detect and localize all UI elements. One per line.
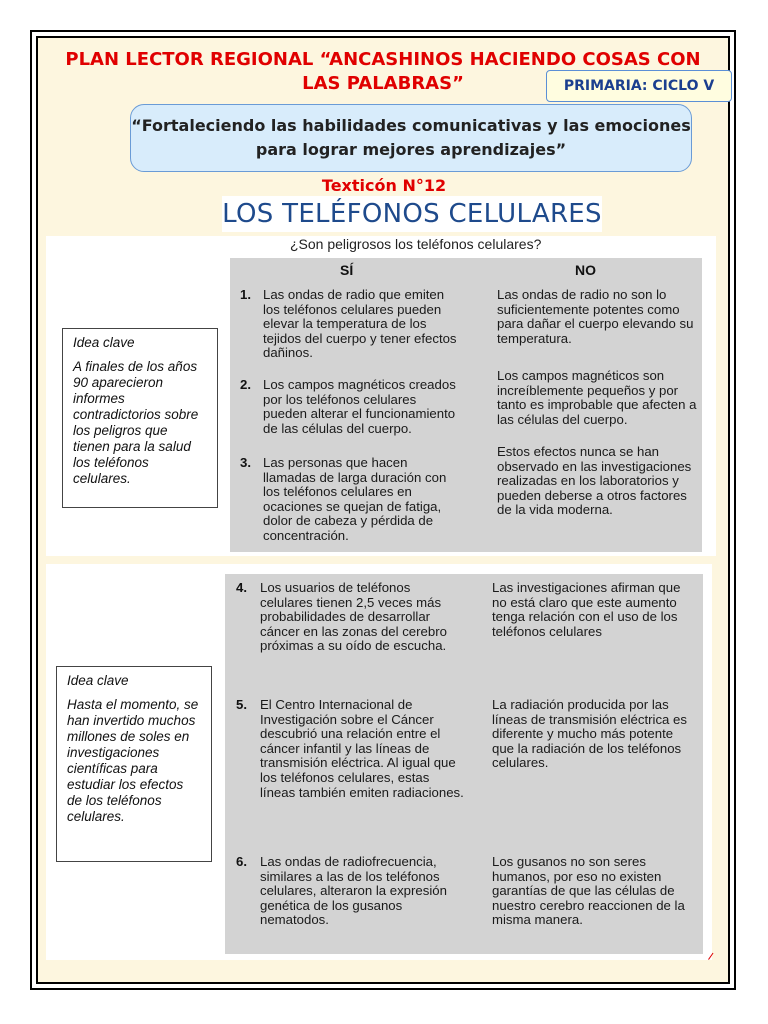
row-number: 1.	[240, 287, 251, 302]
no-argument: Las ondas de radio no son lo suficientemente potentes como para dañar el cuerpo elevando su temperatura.	[497, 287, 694, 346]
texticon-number: Texticón N°12	[321, 176, 447, 195]
si-argument: Las ondas de radio que emiten los teléfonos celulares pueden elevar la temperatura de los tejidos del cuerpo y tener efectos dañinos.	[263, 287, 457, 361]
si-argument: Las personas que hacen llamadas de larga duración con los teléfonos celulares en ocaciones se quejan de fatiga, dolor de cabeza y pérdida de concentración.	[263, 455, 447, 543]
no-argument: Las investigaciones afirman que no está claro que este aumento tenga relación con el uso de los teléfonos celulares	[492, 580, 681, 639]
no-argument: Estos efectos nunca se han observado en las investigaciones realizadas en los laboratorios y pueden deberse a otros factores de la vida moderna.	[497, 444, 692, 518]
page-title: PLAN LECTOR REGIONAL “ANCASHINOS HACIENDO COSAS CON LAS PALABRAS”	[65, 49, 701, 94]
reading-title: LOS TELÉFONOS CELULARES	[222, 196, 602, 232]
no-argument: Los campos magnéticos son increíblemente pequeños y por tanto es improbable que afecten a las células del cuerpo.	[497, 368, 697, 427]
key-idea-box-2	[56, 666, 212, 862]
row-number: 2.	[240, 377, 251, 392]
key-idea-text: A finales de los años 90 aparecieron informes contradictorios sobre los peligros que tienen para la salud los teléfonos celulares.	[73, 359, 199, 486]
si-argument: Las ondas de radiofrecuencia, similares a las de los teléfonos celulares, alteraron la expresión genética de los gusanos nematodos.	[260, 854, 447, 928]
column-header-no: NO	[575, 262, 596, 278]
no-argument: Los gusanos no son seres humanos, por eso no existen garantías de que las células de nuestro cerebro reaccionen de la misma manera.	[492, 854, 685, 928]
key-idea-title: Idea clave	[67, 673, 129, 688]
level-badge: PRIMARIA: CICLO V	[546, 70, 732, 102]
si-argument: El Centro Internacional de Investigación sobre el Cáncer descubrió una relación entre el cáncer infantil y las líneas de transmisión eléctrica. Al igual que los teléfonos celulares, estas líneas también emiten radiaciones.	[260, 697, 464, 800]
motto-banner: “Fortaleciendo las habilidades comunicativas y las emociones para lograr mejores aprendizajes”	[130, 104, 692, 172]
row-number: 3.	[240, 455, 251, 470]
si-argument: Los campos magnéticos creados por los teléfonos celulares pueden alterar el funcionamiento de las células del cuerpo.	[263, 377, 456, 436]
key-idea-box-1	[62, 328, 218, 508]
table-question: ¿Son peligrosos los teléfonos celulares?	[290, 236, 542, 252]
row-number: 4.	[236, 580, 247, 595]
no-argument: La radiación producida por las líneas de transmisión eléctrica es diferente y mucho más potente que la radiación de los teléfonos celulares.	[492, 697, 687, 771]
row-number: 6.	[236, 854, 247, 869]
row-number: 5.	[236, 697, 247, 712]
column-header-si: SÍ	[340, 262, 354, 278]
key-idea-title: Idea clave	[73, 335, 135, 350]
key-idea-text: Hasta el momento, se han invertido muchos millones de soles en investigaciones científicas para estudiar los efectos de los teléfonos celulares.	[67, 697, 199, 824]
si-argument: Los usuarios de teléfonos celulares tienen 2,5 veces más probabilidades de desarrollar cáncer en las zonas del cerebro próximas a su oído de escucha.	[260, 580, 447, 654]
